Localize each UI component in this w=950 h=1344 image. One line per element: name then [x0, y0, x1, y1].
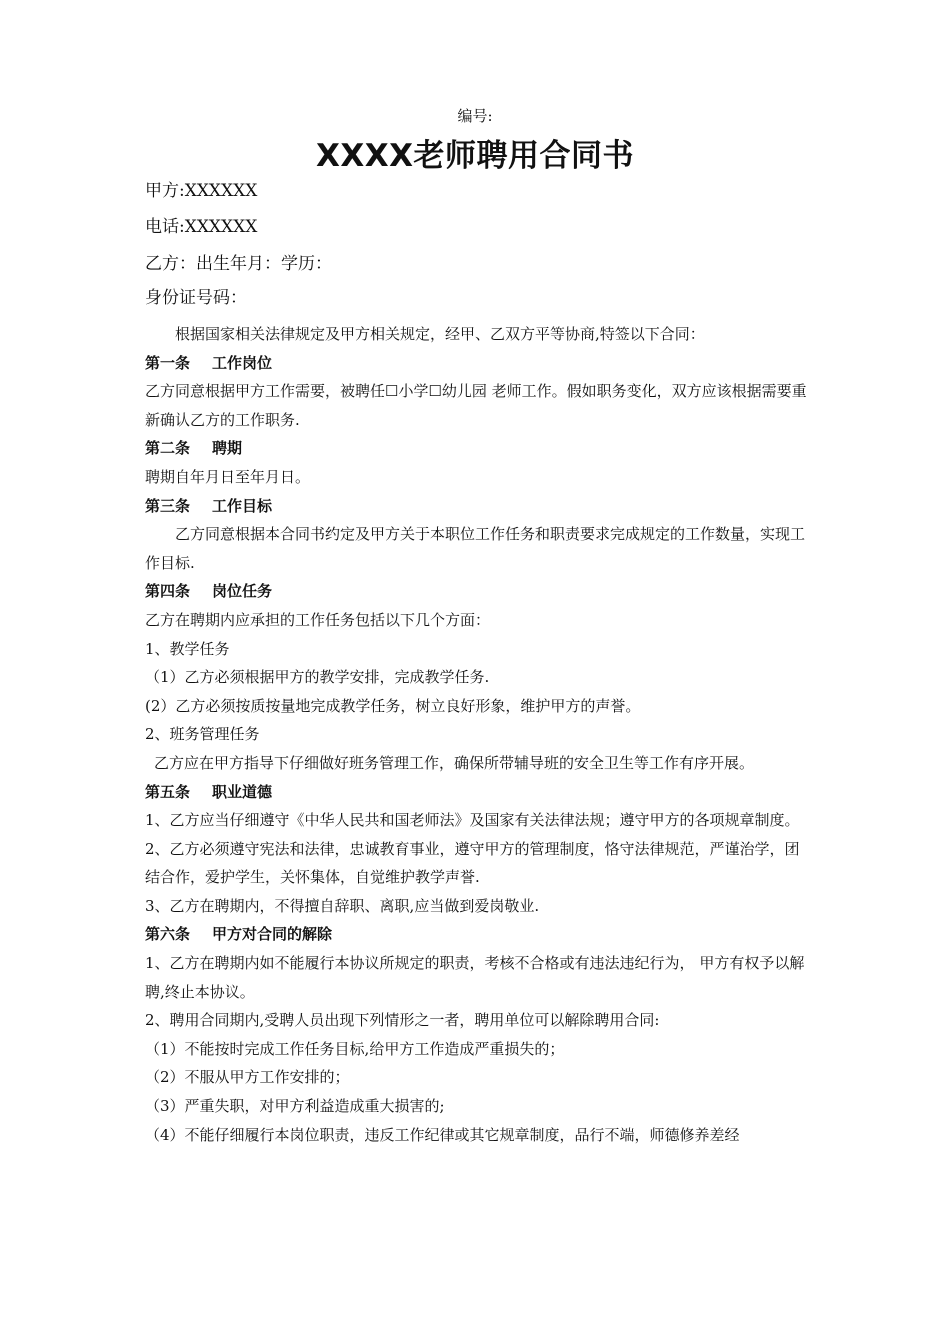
article-6-item: （3）严重失职，对甲方利益造成重大损害的; — [145, 1097, 445, 1116]
article-1-paragraph: 乙方同意根据甲方工作需要，被聘任☐小学☐幼儿园 老师工作。假如职务变化，双方应该根据需要重新确认乙方的工作职务. — [145, 382, 807, 429]
article-number: 第六条 — [145, 925, 191, 944]
phone-line: 电话:XXXXXX — [145, 217, 258, 237]
article-6-item: （2）不服从甲方工作安排的； — [145, 1068, 350, 1087]
article-4-item: 1、教学任务 — [145, 639, 230, 658]
article-number: 第一条 — [145, 353, 191, 372]
article-number: 第二条 — [145, 439, 191, 458]
article-6-item: 2、聘用合同期内,受聘人员出现下列情形之一者，聘用单位可以解除聘用合同: — [145, 1011, 660, 1030]
article-3-paragraph: 乙方同意根据本合同书约定及甲方关于本职位工作任务和职责要求完成规定的工作数量，实现工作目标. — [145, 525, 806, 572]
article-6-item: （1）不能按时完成工作任务目标,给甲方工作造成严重损失的； — [145, 1039, 565, 1058]
article-1-heading — [145, 349, 810, 378]
article-4-item: 乙方应在甲方指导下仔细做好班务管理工作，确保所带辅导班的安全卫生等工作有序开展。 — [154, 753, 755, 772]
article-5-item: 1、乙方应当仔细遵守《中华人民共和国老师法》及国家有关法律法规；遵守甲方的各项规章制度。 — [145, 811, 800, 830]
party-a-line: 甲方:XXXXXX — [145, 181, 258, 201]
article-4-item: 2、班务管理任务 — [145, 725, 260, 744]
serial-number-label: 编号: — [457, 107, 493, 125]
article-4-paragraph: 乙方在聘期内应承担的工作任务包括以下几个方面： — [145, 610, 491, 629]
article-5-item: 2、乙方必须遵守宪法和法律，忠诚教育事业，遵守甲方的管理制度，恪守法律规范，严谨治学，团结合作，爱护学生，关怀集体，自觉维护教学声誉. — [145, 839, 800, 887]
intro-paragraph: 根据国家相关法律规定及甲方相关规定，经甲、乙双方平等协商,特签以下合同： — [175, 325, 705, 343]
id-number-line: 身份证号码： — [145, 288, 247, 308]
contract-body — [145, 320, 810, 1149]
article-title: 工作目标 — [212, 496, 273, 515]
article-number: 第三条 — [145, 496, 191, 515]
article-4-heading — [145, 577, 810, 606]
article-number: 第四条 — [145, 582, 191, 601]
article-number: 第五条 — [145, 782, 191, 801]
article-title: 职业道德 — [212, 782, 273, 801]
article-4-item: (2）乙方必须按质按量地完成教学任务，树立良好形象，维护甲方的声誉。 — [145, 696, 641, 715]
article-5-heading — [145, 778, 810, 807]
article-title: 工作岗位 — [212, 353, 273, 372]
article-6-item: （4）不能仔细履行本岗位职责，违反工作纪律或其它规章制度，品行不端，师德修养差经 — [145, 1125, 740, 1144]
article-2-heading — [145, 434, 810, 463]
article-title: 岗位任务 — [212, 582, 273, 601]
article-title: 聘期 — [212, 439, 243, 458]
contract-title: XXXX老师聘用合同书 — [315, 138, 635, 174]
article-4-item: （1）乙方必须根据甲方的教学安排，完成教学任务. — [145, 668, 490, 687]
article-title: 甲方对合同的解除 — [212, 925, 333, 944]
article-3-heading — [145, 492, 810, 521]
article-6-heading — [145, 920, 810, 949]
article-2-paragraph: 聘期自年月日至年月日。 — [145, 467, 311, 486]
article-5-item: 3、乙方在聘期内，不得擅自辞职、离职,应当做到爱岗敬业. — [145, 896, 540, 915]
party-b-line: 乙方：出生年月：学历： — [145, 254, 332, 274]
article-6-item: 1、乙方在聘期内如不能履行本协议所规定的职责，考核不合格或有违法违纪行为， 甲方有权予以解聘,终止本协议。 — [145, 954, 805, 1001]
